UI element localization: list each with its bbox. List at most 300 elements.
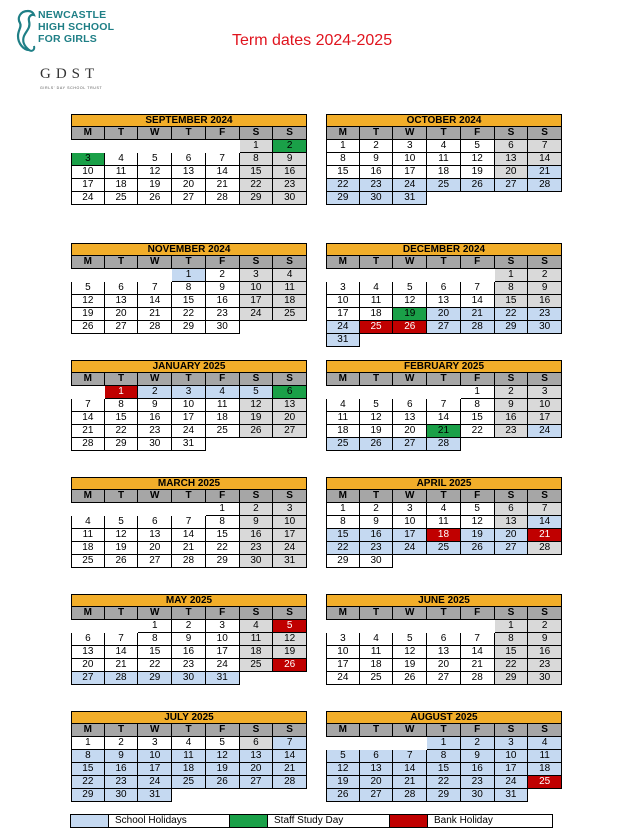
calendar-weekend-day-cell: 24: [273, 542, 307, 555]
weekday-header: S: [528, 490, 562, 503]
calendar-weekend-day-cell: 10: [240, 282, 274, 295]
calendar-school-holiday-cell: 13: [240, 750, 274, 763]
weekday-header: S: [273, 127, 307, 140]
month-calendar: [326, 477, 562, 568]
calendar-day-cell: 22: [206, 542, 240, 555]
legend-swatch: [230, 815, 268, 827]
legend-label: Bank Holiday: [434, 815, 493, 826]
calendar-day-cell: 4: [172, 737, 206, 750]
calendar-school-holiday-cell: 23: [461, 776, 495, 789]
empty-cell: [461, 620, 495, 633]
calendar-weekend-day-cell: 13: [495, 153, 529, 166]
calendar-day-cell: 17: [172, 412, 206, 425]
calendar-day-cell: 21: [138, 308, 172, 321]
weekday-header: W: [393, 256, 427, 269]
weekday-header: T: [172, 373, 206, 386]
calendar-weekend-day-cell: 7: [528, 140, 562, 153]
legend-item-school-holidays: [70, 814, 230, 828]
weekday-header: S: [495, 373, 529, 386]
calendar-weekend-day-cell: 8: [495, 282, 529, 295]
calendar-day-cell: 9: [360, 516, 394, 529]
calendar-school-holiday-cell: 24: [138, 776, 172, 789]
calendar-school-holiday-cell: 20: [495, 529, 529, 542]
calendar-day-cell: 4: [427, 503, 461, 516]
calendar-day-cell: 5: [393, 633, 427, 646]
calendar-day-cell: 17: [326, 308, 360, 321]
calendar-weekend-day-cell: 1: [240, 140, 274, 153]
calendar-school-holiday-cell: 24: [495, 776, 529, 789]
calendar-day-cell: 15: [105, 412, 139, 425]
calendar-day-cell: 8: [461, 399, 495, 412]
empty-cell: [360, 269, 394, 282]
weekday-header: W: [393, 724, 427, 737]
legend: [70, 814, 553, 828]
calendar-day-cell: 1: [206, 503, 240, 516]
calendar-day-cell: 7: [461, 282, 495, 295]
calendar-school-holiday-cell: 19: [206, 763, 240, 776]
empty-cell: [393, 737, 427, 750]
month-grid: [326, 724, 562, 802]
calendar-school-holiday-cell: 5: [240, 386, 274, 399]
weekday-header: W: [138, 127, 172, 140]
weekday-header: T: [172, 127, 206, 140]
month-calendar: [326, 594, 562, 685]
month-title: DECEMBER 2024: [326, 243, 562, 256]
calendar-day-cell: 14: [461, 295, 495, 308]
calendar-day-cell: 1: [461, 386, 495, 399]
month-calendar: [71, 243, 307, 334]
calendar-school-holiday-cell: 19: [461, 529, 495, 542]
weekday-header: T: [427, 256, 461, 269]
calendar-school-holiday-cell: 27: [427, 321, 461, 334]
calendar-day-cell: 3: [326, 282, 360, 295]
weekday-header: W: [393, 127, 427, 140]
weekday-header: S: [495, 607, 529, 620]
calendar-day-cell: 6: [172, 153, 206, 166]
empty-cell: [105, 269, 139, 282]
calendar-day-cell: 17: [71, 179, 105, 192]
weekday-header: T: [172, 490, 206, 503]
calendar-school-holiday-cell: 17: [495, 763, 529, 776]
calendar-day-cell: 1: [138, 620, 172, 633]
calendar-school-holiday-cell: 16: [461, 763, 495, 776]
calendar-day-cell: 5: [206, 737, 240, 750]
calendar-school-holiday-cell: 26: [206, 776, 240, 789]
calendar-day-cell: 15: [206, 529, 240, 542]
weekday-header: S: [240, 607, 274, 620]
calendar-day-cell: 14: [71, 412, 105, 425]
empty-cell: [393, 269, 427, 282]
calendar-school-holiday-cell: 21: [273, 763, 307, 776]
month-title: JANUARY 2025: [71, 360, 307, 373]
calendar-day-cell: 13: [427, 646, 461, 659]
calendar-day-cell: 24: [326, 672, 360, 685]
weekday-header: S: [528, 127, 562, 140]
calendar-day-cell: 23: [138, 425, 172, 438]
calendar-day-cell: 29: [172, 321, 206, 334]
calendar-day-cell: 3: [393, 140, 427, 153]
calendar-weekend-day-cell: 22: [495, 659, 529, 672]
calendar-weekend-day-cell: 30: [240, 555, 274, 568]
weekday-header: T: [360, 490, 394, 503]
calendar-day-cell: 10: [393, 153, 427, 166]
calendar-day-cell: 6: [138, 516, 172, 529]
calendar-weekend-day-cell: 8: [240, 153, 274, 166]
calendar-day-cell: 26: [138, 192, 172, 205]
calendar-school-holiday-cell: 26: [461, 542, 495, 555]
calendar-weekend-day-cell: 3: [240, 269, 274, 282]
weekday-header: S: [495, 256, 529, 269]
calendar-weekend-day-cell: 16: [273, 166, 307, 179]
weekday-header: F: [461, 373, 495, 386]
empty-cell: [71, 620, 105, 633]
calendar-day-cell: 9: [360, 153, 394, 166]
month-calendar: [326, 114, 562, 205]
calendar-weekend-day-cell: 11: [273, 282, 307, 295]
calendar-day-cell: 27: [138, 555, 172, 568]
calendar-school-holiday-cell: 15: [326, 529, 360, 542]
month-grid: [71, 724, 307, 802]
calendar-school-holiday-cell: 3: [495, 737, 529, 750]
calendar-school-holiday-cell: 10: [495, 750, 529, 763]
month-calendar: [326, 360, 562, 451]
weekday-header: T: [172, 724, 206, 737]
weekday-header: T: [172, 256, 206, 269]
calendar-day-cell: 28: [138, 321, 172, 334]
calendar-weekend-day-cell: 6: [495, 503, 529, 516]
calendar-day-cell: 20: [105, 308, 139, 321]
weekday-header: T: [427, 127, 461, 140]
calendar-day-cell: 12: [393, 646, 427, 659]
calendar-day-cell: 3: [206, 620, 240, 633]
calendar-weekend-day-cell: 16: [495, 412, 529, 425]
calendar-day-cell: 28: [206, 192, 240, 205]
calendar-day-cell: 4: [427, 140, 461, 153]
legend-swatch: [71, 815, 109, 827]
calendar-day-cell: 24: [172, 425, 206, 438]
calendar-day-cell: 3: [326, 633, 360, 646]
legend-item-bank-holiday: [390, 814, 553, 828]
calendar-school-holiday-cell: 5: [326, 750, 360, 763]
calendar-weekend-day-cell: 14: [528, 153, 562, 166]
calendar-school-holiday-cell: 29: [495, 321, 529, 334]
calendar-day-cell: 17: [326, 659, 360, 672]
calendar-weekend-day-cell: 15: [240, 166, 274, 179]
calendar-day-cell: 4: [360, 282, 394, 295]
month-grid: [326, 490, 562, 568]
calendar-day-cell: 13: [172, 166, 206, 179]
calendar-school-holiday-cell: 27: [360, 789, 394, 802]
calendar-day-cell: 10: [206, 633, 240, 646]
calendar-weekend-day-cell: 20: [495, 166, 529, 179]
calendar-day-cell: 21: [206, 179, 240, 192]
calendar-day-cell: 11: [71, 529, 105, 542]
calendar-day-cell: 8: [326, 153, 360, 166]
calendar-day-cell: 29: [206, 555, 240, 568]
calendar-day-cell: 5: [393, 282, 427, 295]
empty-cell: [427, 620, 461, 633]
calendar-weekend-day-cell: 31: [273, 555, 307, 568]
calendar-day-cell: 5: [461, 140, 495, 153]
calendar-day-cell: 5: [71, 282, 105, 295]
month-calendar: [71, 477, 307, 568]
calendar-school-holiday-cell: 23: [360, 542, 394, 555]
calendar-school-holiday-cell: 22: [427, 776, 461, 789]
calendar-weekend-day-cell: 4: [240, 620, 274, 633]
calendar-school-holiday-cell: 27: [71, 672, 105, 685]
weekday-header: S: [273, 724, 307, 737]
calendar-school-holiday-cell: 25: [427, 542, 461, 555]
empty-cell: [71, 386, 105, 399]
weekday-header: T: [360, 256, 394, 269]
calendar-day-cell: 13: [105, 295, 139, 308]
empty-cell: [427, 386, 461, 399]
calendar-school-holiday-cell: 6: [360, 750, 394, 763]
empty-cell: [427, 269, 461, 282]
month-title: JUNE 2025: [326, 594, 562, 607]
calendar-day-cell: 21: [172, 542, 206, 555]
calendar-school-holiday-cell: 14: [528, 516, 562, 529]
calendar-day-cell: 16: [206, 295, 240, 308]
calendar-day-cell: 17: [206, 646, 240, 659]
weekday-header: T: [360, 373, 394, 386]
month-calendar: [71, 711, 307, 802]
calendar-day-cell: 14: [105, 646, 139, 659]
weekday-header: T: [427, 373, 461, 386]
calendar-weekend-day-cell: 9: [273, 153, 307, 166]
empty-cell: [105, 140, 139, 153]
calendar-school-holiday-cell: 29: [326, 192, 360, 205]
calendar-day-cell: 12: [105, 529, 139, 542]
weekday-header: M: [71, 373, 105, 386]
calendar-school-holiday-cell: 29: [427, 789, 461, 802]
calendar-day-cell: 3: [138, 737, 172, 750]
month-grid: [326, 373, 562, 451]
weekday-header: T: [105, 490, 139, 503]
legend-label: School Holidays: [115, 815, 187, 826]
weekday-header: S: [528, 607, 562, 620]
month-calendar: [71, 114, 307, 205]
weekday-header: M: [71, 607, 105, 620]
calendar-school-holiday-cell: 2: [461, 737, 495, 750]
weekday-header: F: [461, 256, 495, 269]
calendar-day-cell: 5: [105, 516, 139, 529]
calendar-day-cell: 26: [105, 555, 139, 568]
calendar-day-cell: 27: [427, 672, 461, 685]
legend-item-staff-study-day: [230, 814, 390, 828]
weekday-header: T: [360, 607, 394, 620]
weekday-header: F: [206, 256, 240, 269]
calendar-school-holiday-cell: 20: [360, 776, 394, 789]
weekday-header: F: [461, 607, 495, 620]
calendar-weekend-day-cell: 20: [273, 412, 307, 425]
calendar-day-cell: 6: [427, 282, 461, 295]
weekday-header: M: [71, 127, 105, 140]
month-grid: [71, 127, 307, 205]
calendar-bank-holiday-cell: 5: [273, 620, 307, 633]
gdst-tagline: GIRLS' DAY SCHOOL TRUST: [40, 86, 103, 90]
empty-cell: [360, 620, 394, 633]
calendar-day-cell: 23: [206, 308, 240, 321]
weekday-header: W: [138, 607, 172, 620]
calendar-day-cell: 14: [427, 412, 461, 425]
calendar-day-cell: 18: [71, 542, 105, 555]
calendar-weekend-day-cell: 1: [495, 620, 529, 633]
calendar-school-holiday-cell: 20: [240, 763, 274, 776]
weekday-header: F: [461, 724, 495, 737]
page-title: Term dates 2024-2025: [232, 32, 393, 49]
calendar-school-holiday-cell: 2: [138, 386, 172, 399]
empty-cell: [105, 503, 139, 516]
calendar-school-holiday-cell: 14: [393, 763, 427, 776]
calendar-day-cell: 2: [172, 620, 206, 633]
weekday-header: T: [427, 724, 461, 737]
weekday-header: M: [71, 256, 105, 269]
calendar-weekend-day-cell: 27: [273, 425, 307, 438]
calendar-school-holiday-cell: 7: [273, 737, 307, 750]
calendar-school-holiday-cell: 16: [105, 763, 139, 776]
calendar-weekend-day-cell: 6: [495, 140, 529, 153]
calendar-day-cell: 14: [206, 166, 240, 179]
calendar-weekend-day-cell: 18: [240, 646, 274, 659]
calendar-weekend-day-cell: 4: [273, 269, 307, 282]
weekday-header: W: [138, 490, 172, 503]
calendar-weekend-day-cell: 15: [495, 646, 529, 659]
calendar-day-cell: 13: [71, 646, 105, 659]
empty-cell: [393, 620, 427, 633]
empty-cell: [138, 269, 172, 282]
calendar-day-cell: 20: [71, 659, 105, 672]
calendar-school-holiday-cell: 22: [326, 179, 360, 192]
calendar-day-cell: 22: [105, 425, 139, 438]
calendar-school-holiday-cell: 30: [172, 672, 206, 685]
calendar-day-cell: 18: [326, 425, 360, 438]
empty-cell: [360, 737, 394, 750]
calendar-school-holiday-cell: 14: [273, 750, 307, 763]
weekday-header: M: [326, 724, 360, 737]
calendar-day-cell: 5: [138, 153, 172, 166]
calendar-day-cell: 1: [71, 737, 105, 750]
calendar-school-holiday-cell: 19: [326, 776, 360, 789]
calendar-school-holiday-cell: 28: [461, 321, 495, 334]
calendar-school-holiday-cell: 24: [326, 321, 360, 334]
calendar-school-holiday-cell: 27: [495, 542, 529, 555]
calendar-day-cell: 15: [138, 646, 172, 659]
calendar-day-cell: 15: [326, 166, 360, 179]
weekday-header: F: [206, 607, 240, 620]
calendar-weekend-day-cell: 2: [528, 269, 562, 282]
calendar-day-cell: 4: [360, 633, 394, 646]
calendar-school-holiday-cell: 28: [105, 672, 139, 685]
calendar-day-cell: 6: [105, 282, 139, 295]
calendar-day-cell: 16: [172, 646, 206, 659]
weekday-header: S: [273, 373, 307, 386]
calendar-day-cell: 25: [360, 672, 394, 685]
weekday-header: T: [105, 127, 139, 140]
calendar-school-holiday-cell: 1: [172, 269, 206, 282]
calendar-weekend-day-cell: 16: [528, 646, 562, 659]
month-calendar: [71, 594, 307, 685]
calendar-day-cell: 7: [461, 633, 495, 646]
calendar-day-cell: 18: [360, 308, 394, 321]
calendar-school-holiday-cell: 24: [393, 542, 427, 555]
calendar-day-cell: 13: [427, 295, 461, 308]
calendar-weekend-day-cell: 22: [240, 179, 274, 192]
month-title: MARCH 2025: [71, 477, 307, 490]
calendar-school-holiday-cell: 31: [495, 789, 529, 802]
calendar-day-cell: 19: [360, 425, 394, 438]
calendar-school-holiday-cell: 21: [461, 308, 495, 321]
calendar-weekend-day-cell: 17: [240, 295, 274, 308]
calendar-bank-holiday-cell: 21: [528, 529, 562, 542]
calendar-school-holiday-cell: 23: [528, 308, 562, 321]
weekday-header: M: [326, 373, 360, 386]
calendar-day-cell: 21: [461, 659, 495, 672]
calendar-day-cell: 7: [71, 399, 105, 412]
calendar-school-holiday-cell: 31: [138, 789, 172, 802]
weekday-header: F: [461, 127, 495, 140]
calendar-day-cell: 7: [105, 633, 139, 646]
calendar-bank-holiday-cell: 26: [393, 321, 427, 334]
calendar-day-cell: 28: [71, 438, 105, 451]
calendar-day-cell: 28: [461, 672, 495, 685]
calendar-day-cell: 8: [138, 633, 172, 646]
weekday-header: S: [240, 373, 274, 386]
calendar-weekend-day-cell: 2: [240, 503, 274, 516]
weekday-header: S: [495, 127, 529, 140]
calendar-school-holiday-cell: 10: [138, 750, 172, 763]
school-name-line: NEWCASTLE: [38, 9, 107, 21]
weekday-header: S: [495, 724, 529, 737]
calendar-day-cell: 19: [461, 166, 495, 179]
month-calendar: [326, 711, 562, 802]
calendar-day-cell: 23: [172, 659, 206, 672]
calendar-day-cell: 1: [326, 503, 360, 516]
calendar-weekend-day-cell: 2: [528, 620, 562, 633]
school-name-line: HIGH SCHOOL: [38, 21, 115, 33]
calendar-school-holiday-cell: 30: [461, 789, 495, 802]
weekday-header: W: [138, 373, 172, 386]
calendar-day-cell: 22: [138, 659, 172, 672]
calendar-day-cell: 2: [206, 269, 240, 282]
calendar-bank-holiday-cell: 26: [273, 659, 307, 672]
calendar-weekend-day-cell: 17: [273, 529, 307, 542]
legend-label: Staff Study Day: [274, 815, 344, 826]
calendar-day-cell: 12: [71, 295, 105, 308]
calendar-school-holiday-cell: 29: [138, 672, 172, 685]
calendar-weekend-day-cell: 19: [273, 646, 307, 659]
calendar-day-cell: 20: [427, 659, 461, 672]
calendar-weekend-day-cell: 9: [528, 282, 562, 295]
calendar-day-cell: 21: [71, 425, 105, 438]
calendar-day-cell: 25: [71, 555, 105, 568]
calendar-school-holiday-cell: 23: [105, 776, 139, 789]
calendar-school-holiday-cell: 30: [105, 789, 139, 802]
empty-cell: [105, 620, 139, 633]
empty-cell: [71, 503, 105, 516]
empty-cell: [172, 503, 206, 516]
calendar-school-holiday-cell: 27: [240, 776, 274, 789]
calendar-day-cell: 6: [393, 399, 427, 412]
empty-cell: [326, 620, 360, 633]
calendar-school-holiday-cell: 12: [206, 750, 240, 763]
weekday-header: M: [326, 256, 360, 269]
calendar-day-cell: 15: [172, 295, 206, 308]
calendar-staff-study-day-cell: 6: [273, 386, 307, 399]
month-title: AUGUST 2025: [326, 711, 562, 724]
calendar-school-holiday-cell: 8: [427, 750, 461, 763]
weekday-header: W: [138, 256, 172, 269]
